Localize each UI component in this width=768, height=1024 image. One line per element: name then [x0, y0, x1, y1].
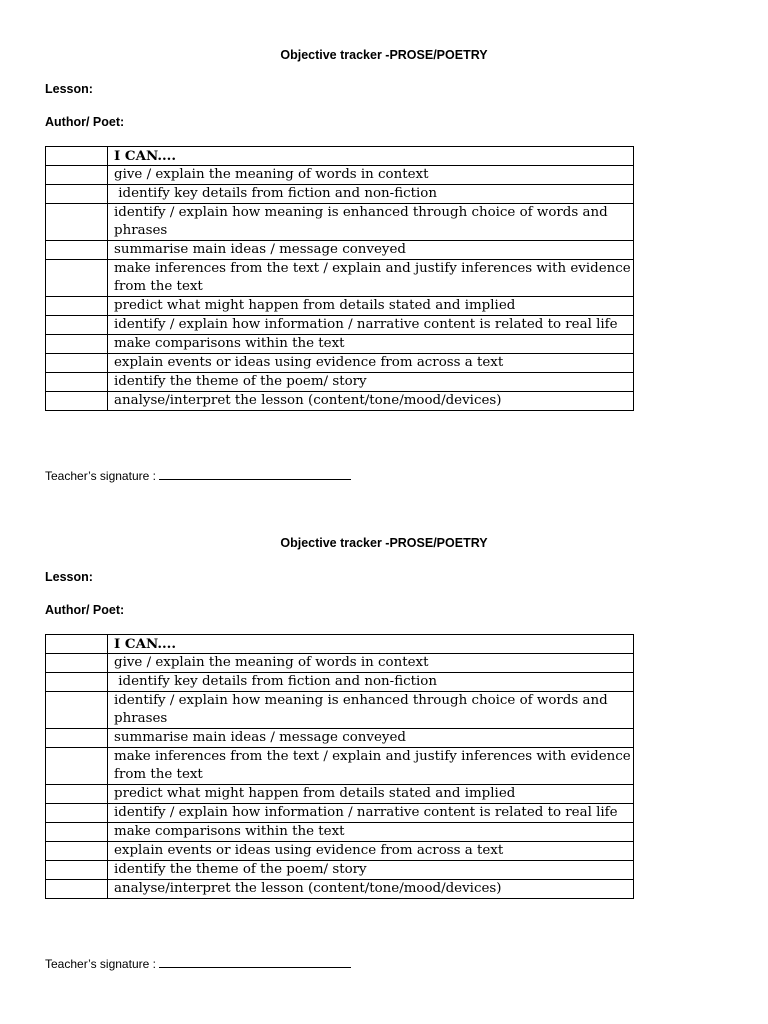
checkbox-cell[interactable] — [46, 804, 108, 823]
objective-text: give / explain the meaning of words in context — [108, 654, 634, 673]
objective-text: make comparisons within the text — [108, 823, 634, 842]
table-row — [46, 748, 634, 785]
table-row — [46, 654, 634, 673]
table-row — [46, 729, 634, 748]
objective-text: summarise main ideas / message conveyed — [108, 729, 634, 748]
lesson-label: Lesson: — [45, 82, 93, 96]
lesson-label: Lesson: — [45, 570, 93, 584]
objective-text: identify / explain how information / narrative content is related to real life — [108, 316, 634, 335]
author-poet-label: Author/ Poet: — [45, 603, 125, 617]
table-row — [46, 204, 634, 241]
objective-text: make comparisons within the text — [108, 335, 634, 354]
checkbox-cell[interactable] — [46, 785, 108, 804]
checkbox-cell[interactable] — [46, 354, 108, 373]
table-row — [46, 804, 634, 823]
table-header-row — [46, 147, 634, 166]
checkbox-cell[interactable] — [46, 880, 108, 899]
checkbox-cell[interactable] — [46, 842, 108, 861]
checkbox-cell[interactable] — [46, 748, 108, 785]
table-row — [46, 373, 634, 392]
table-row — [46, 785, 634, 804]
checkbox-cell[interactable] — [46, 729, 108, 748]
table-header-row — [46, 635, 634, 654]
objective-text: identify key details from fiction and non-fiction — [108, 673, 634, 692]
objective-text: analyse/interpret the lesson (content/tone/mood/devices) — [108, 880, 634, 899]
checkbox-cell[interactable] — [46, 635, 108, 654]
objective-text: analyse/interpret the lesson (content/tone/mood/devices) — [108, 392, 634, 411]
objective-text: explain events or ideas using evidence from across a text — [108, 354, 634, 373]
checkbox-cell[interactable] — [46, 166, 108, 185]
signature-label: Teacher’s signature : — [45, 469, 156, 483]
table-row — [46, 335, 634, 354]
checkbox-cell[interactable] — [46, 654, 108, 673]
objective-text: identify the theme of the poem/ story — [108, 373, 634, 392]
table-row — [46, 673, 634, 692]
tracker-title: Objective tracker -PROSE/POETRY — [280, 48, 488, 62]
objective-text: identify key details from fiction and non-fiction — [108, 185, 634, 204]
objective-text: identify the theme of the poem/ story — [108, 861, 634, 880]
checkbox-cell[interactable] — [46, 373, 108, 392]
table-row — [46, 185, 634, 204]
objective-text: make inferences from the text / explain and justify inferences with evidence from the text — [108, 260, 634, 297]
checkbox-cell[interactable] — [46, 241, 108, 260]
checkbox-cell[interactable] — [46, 335, 108, 354]
author-poet-label: Author/ Poet: — [45, 115, 125, 129]
objective-text: make inferences from the text / explain and justify inferences with evidence from the text — [108, 748, 634, 785]
objective-text: identify / explain how meaning is enhanced through choice of words and phrases — [108, 204, 634, 241]
table-row — [46, 880, 634, 899]
objective-text: identify / explain how meaning is enhanced through choice of words and phrases — [108, 692, 634, 729]
table-row — [46, 842, 634, 861]
i-can-header: I CAN.... — [108, 635, 634, 654]
objective-text: predict what might happen from details stated and implied — [108, 297, 634, 316]
teacher-signature — [45, 956, 351, 971]
objective-tracker-1 — [0, 0, 768, 500]
table-row — [46, 861, 634, 880]
checkbox-cell[interactable] — [46, 823, 108, 842]
table-row — [46, 823, 634, 842]
checkbox-cell[interactable] — [46, 316, 108, 335]
checkbox-cell[interactable] — [46, 673, 108, 692]
checkbox-cell[interactable] — [46, 147, 108, 166]
tracker-title: Objective tracker -PROSE/POETRY — [280, 536, 488, 550]
table-row — [46, 316, 634, 335]
objectives-table — [45, 634, 634, 899]
table-row — [46, 297, 634, 316]
objective-tracker-2 — [0, 488, 768, 988]
objective-text: give / explain the meaning of words in context — [108, 166, 634, 185]
checkbox-cell[interactable] — [46, 692, 108, 729]
table-row — [46, 392, 634, 411]
checkbox-cell[interactable] — [46, 392, 108, 411]
objective-text: summarise main ideas / message conveyed — [108, 241, 634, 260]
i-can-header: I CAN.... — [108, 147, 634, 166]
checkbox-cell[interactable] — [46, 260, 108, 297]
table-row — [46, 692, 634, 729]
checkbox-cell[interactable] — [46, 861, 108, 880]
objective-text: predict what might happen from details stated and implied — [108, 785, 634, 804]
objective-text: explain events or ideas using evidence from across a text — [108, 842, 634, 861]
table-row — [46, 241, 634, 260]
table-row — [46, 166, 634, 185]
checkbox-cell[interactable] — [46, 297, 108, 316]
signature-line[interactable] — [159, 468, 351, 480]
checkbox-cell[interactable] — [46, 204, 108, 241]
table-row — [46, 260, 634, 297]
checkbox-cell[interactable] — [46, 185, 108, 204]
signature-label: Teacher’s signature : — [45, 957, 156, 971]
table-row — [46, 354, 634, 373]
objective-text: identify / explain how information / narrative content is related to real life — [108, 804, 634, 823]
signature-line[interactable] — [159, 956, 351, 968]
objectives-table — [45, 146, 634, 411]
teacher-signature — [45, 468, 351, 483]
